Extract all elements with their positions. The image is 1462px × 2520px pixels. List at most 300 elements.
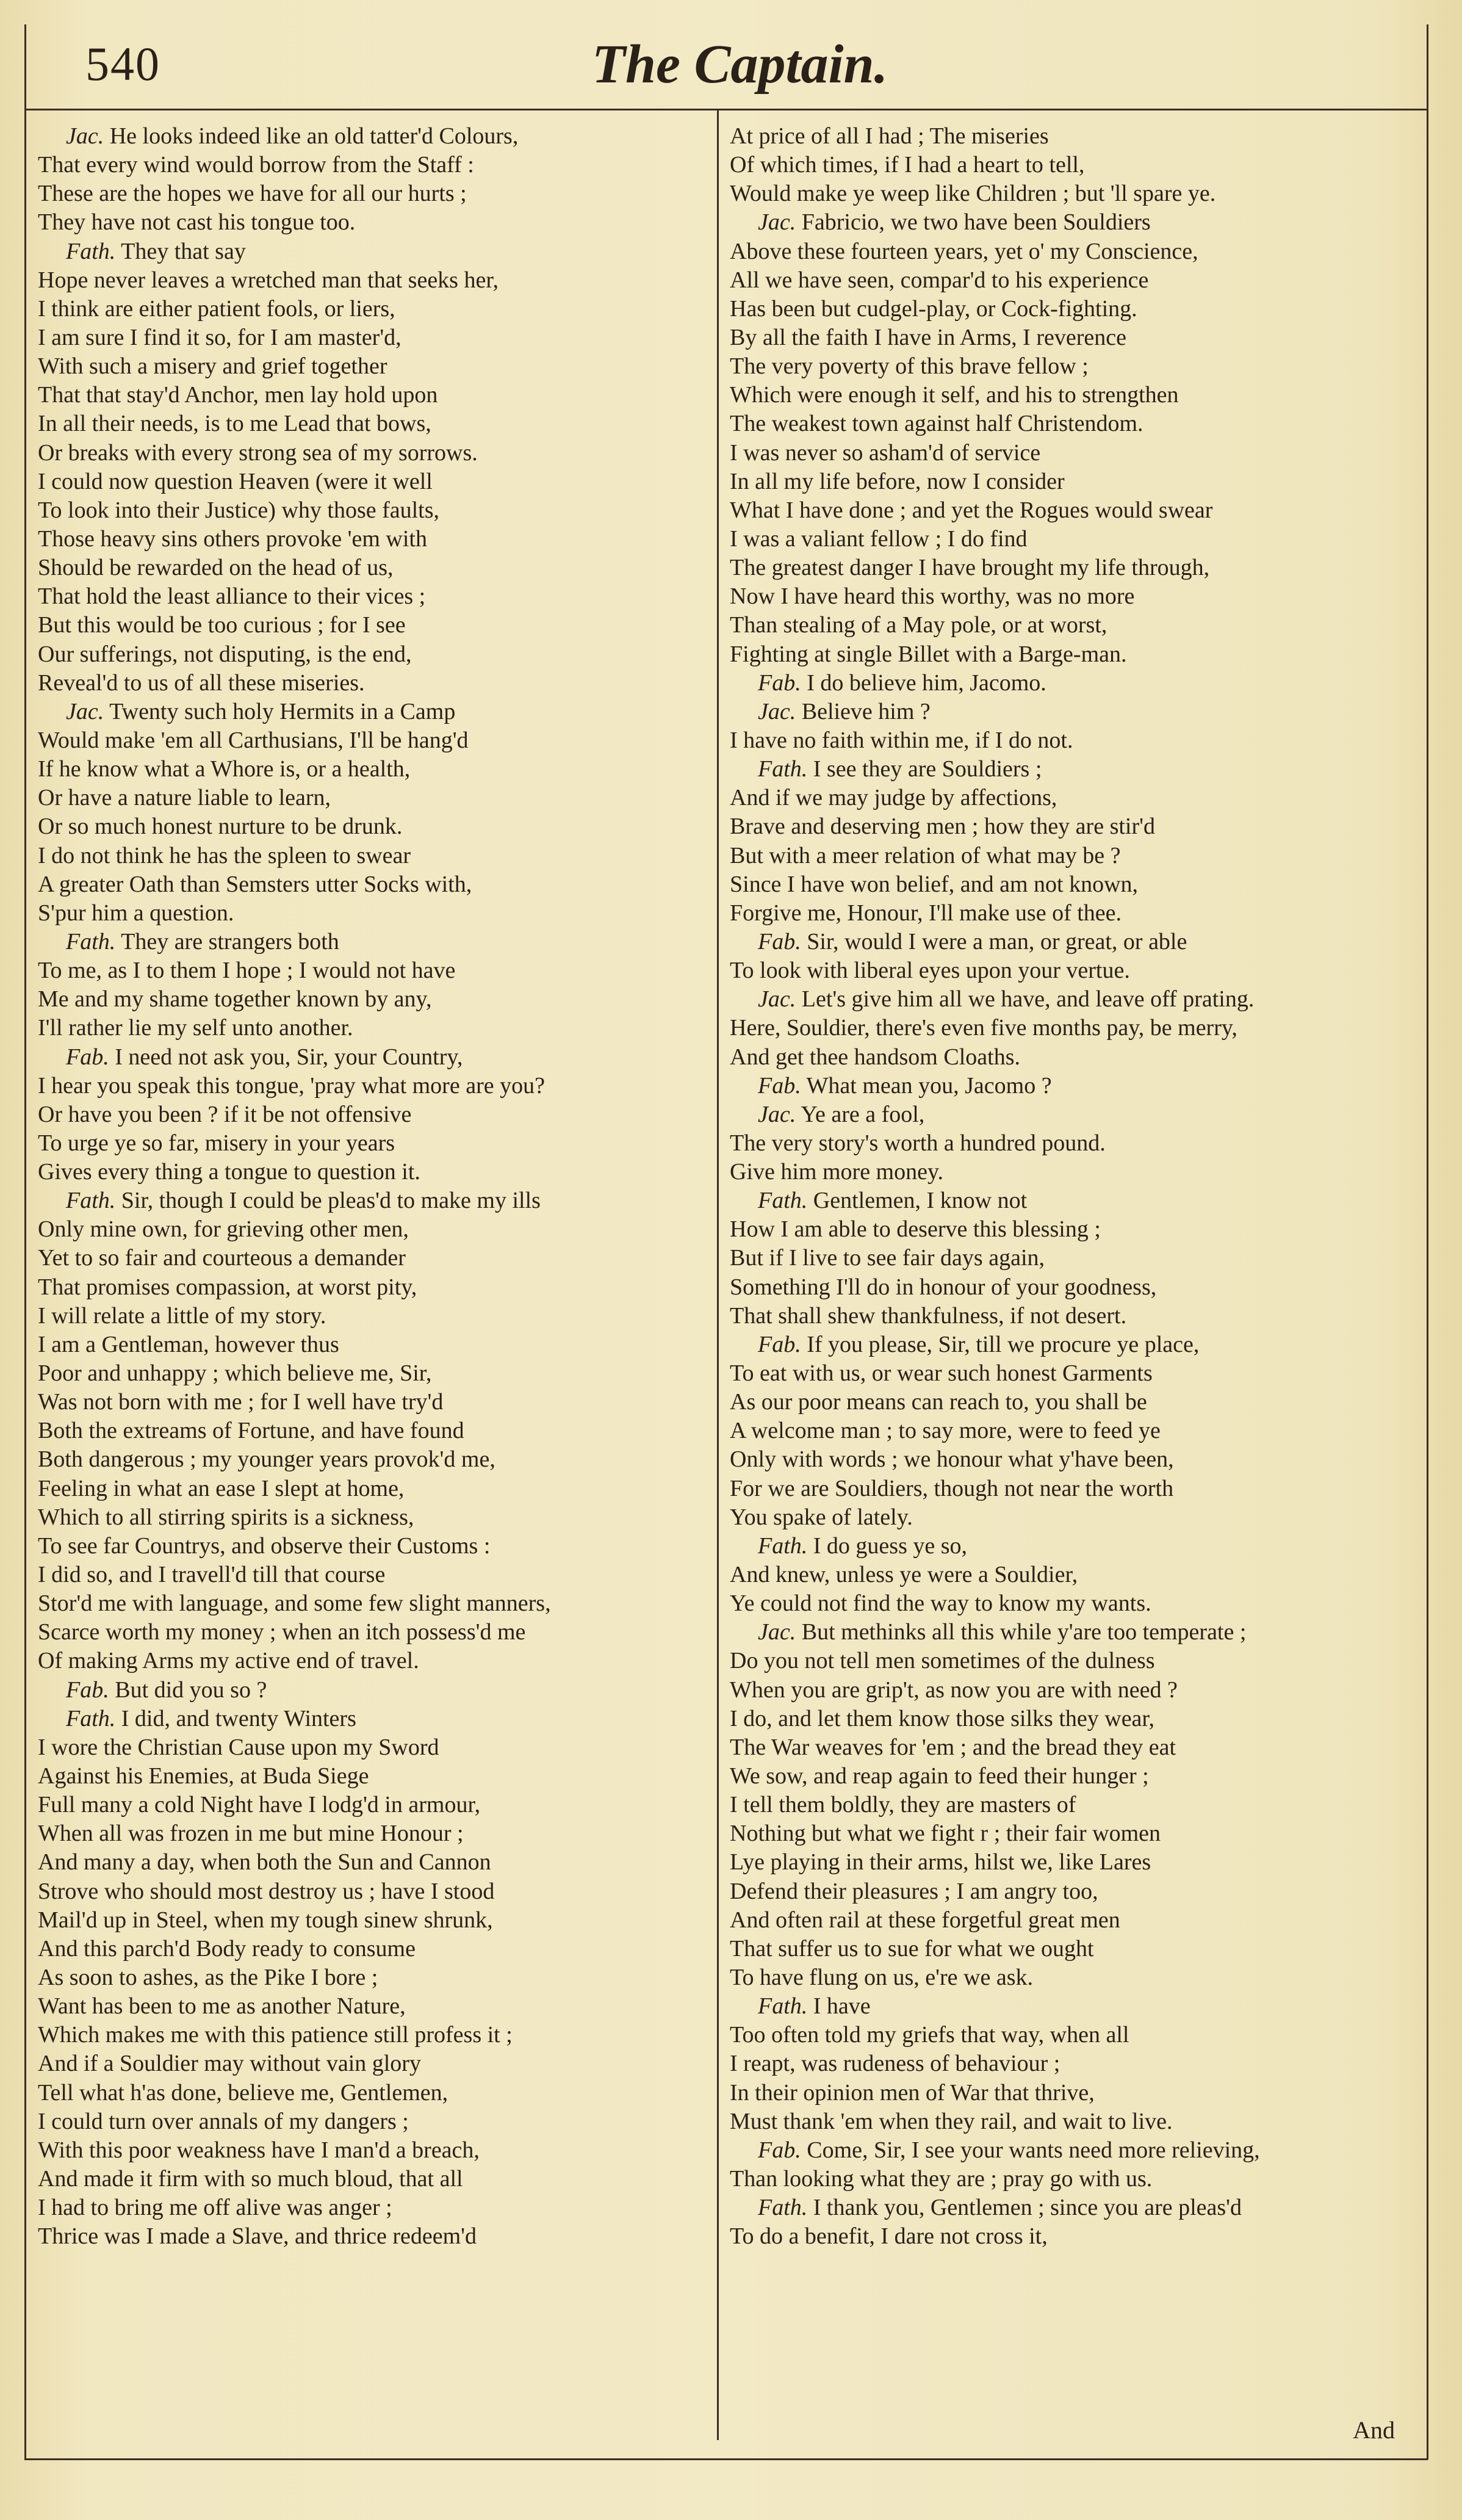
text-line bbox=[730, 1359, 1413, 1388]
text-line bbox=[730, 208, 1413, 237]
line-text: Let's give him all we have, and leave off prating. bbox=[801, 986, 1255, 1013]
text-line bbox=[730, 2222, 1413, 2251]
line-text: In all their needs, is to me Lead that bows, bbox=[38, 411, 431, 437]
line-text: I think are either patient fools, or liers, bbox=[38, 295, 395, 322]
text-line bbox=[730, 1475, 1413, 1503]
top-rule bbox=[24, 109, 1428, 110]
line-text: The greatest danger I have brought my life through, bbox=[730, 555, 1210, 581]
text-line bbox=[730, 928, 1413, 956]
text-line bbox=[38, 755, 709, 784]
line-text: Strove who should most destroy us ; have I stood bbox=[38, 1878, 495, 1904]
text-line bbox=[38, 1647, 709, 1675]
line-text: I did so, and I travell'd till that course bbox=[38, 1562, 386, 1588]
line-text: That that stay'd Anchor, men lay hold upon bbox=[38, 382, 438, 408]
line-text: The War weaves for 'em ; and the bread they eat bbox=[730, 1734, 1176, 1760]
line-text: Something I'll do in honour of your goodness, bbox=[730, 1274, 1157, 1300]
text-line bbox=[730, 2107, 1413, 2136]
text-line bbox=[730, 1388, 1413, 1417]
line-text: He looks indeed like an old tatter'd Colours, bbox=[109, 123, 519, 149]
line-text: But if I live to see fair days again, bbox=[730, 1245, 1045, 1271]
line-text: I will relate a little of my story. bbox=[38, 1302, 326, 1329]
text-line bbox=[38, 1215, 709, 1244]
bottom-rule bbox=[24, 2458, 1428, 2460]
line-text: In all my life before, now I consider bbox=[730, 468, 1065, 494]
text-line bbox=[730, 1445, 1413, 1474]
text-line bbox=[38, 525, 709, 554]
text-line bbox=[38, 2107, 709, 2136]
text-line bbox=[730, 1302, 1413, 1330]
text-line bbox=[38, 323, 709, 352]
text-line bbox=[730, 985, 1413, 1014]
text-line bbox=[38, 1906, 709, 1935]
line-text: For we are Souldiers, though not near the worth bbox=[730, 1475, 1174, 1501]
text-line bbox=[730, 1589, 1413, 1618]
text-line bbox=[730, 2136, 1413, 2165]
catchword: And bbox=[1353, 2416, 1395, 2444]
line-text: And if we may judge by affections, bbox=[730, 785, 1057, 811]
line-text: Tell what h'as done, believe me, Gentlemen, bbox=[38, 2079, 448, 2106]
text-line bbox=[730, 1043, 1413, 1072]
line-text: With such a misery and grief together bbox=[38, 353, 387, 380]
text-line bbox=[38, 640, 709, 669]
line-text: Me and my shame together known by any, bbox=[38, 986, 432, 1013]
text-line bbox=[38, 1762, 709, 1791]
line-text: Was not born with me ; for I well have try'd bbox=[38, 1389, 444, 1415]
text-line bbox=[730, 1906, 1413, 1935]
text-line bbox=[38, 352, 709, 381]
line-text: Feeling in what an ease I slept at home, bbox=[38, 1475, 405, 1501]
text-line bbox=[38, 1848, 709, 1877]
text-line bbox=[730, 1848, 1413, 1877]
line-text: I was never so asham'd of service bbox=[730, 439, 1041, 466]
speaker-name: Fab. bbox=[758, 670, 801, 696]
text-line bbox=[730, 698, 1413, 726]
line-text: To have flung on us, e're we ask. bbox=[730, 1965, 1033, 1990]
line-text: Nothing but what we fight r ; their fair women bbox=[730, 1821, 1161, 1847]
text-line bbox=[38, 381, 709, 410]
line-text: They have not cast his tongue too. bbox=[38, 209, 356, 236]
line-text: With this poor weakness have I man'd a breach, bbox=[38, 2137, 480, 2163]
line-text: They are strangers both bbox=[121, 928, 339, 955]
line-text: Both the extreams of Fortune, and have found bbox=[38, 1418, 464, 1444]
text-line bbox=[38, 554, 709, 582]
text-line bbox=[38, 1043, 709, 1072]
speaker-name: Jac. bbox=[758, 1101, 796, 1127]
text-line bbox=[38, 1618, 709, 1647]
text-line bbox=[38, 1100, 709, 1129]
line-text: That every wind would borrow from the Staff : bbox=[38, 152, 474, 178]
line-text: I need not ask you, Sir, your Country, bbox=[115, 1044, 463, 1070]
text-line bbox=[730, 554, 1413, 582]
text-line bbox=[730, 1935, 1413, 1963]
text-line bbox=[730, 1733, 1413, 1762]
line-text: That suffer us to sue for what we ought bbox=[730, 1935, 1094, 1962]
text-line bbox=[730, 899, 1413, 928]
speaker-name: Jac. bbox=[758, 209, 796, 236]
text-line bbox=[730, 410, 1413, 438]
text-line bbox=[730, 1532, 1413, 1561]
line-text: Lye playing in their arms, hilst we, like Lares bbox=[730, 1849, 1151, 1876]
text-line bbox=[730, 2049, 1413, 2078]
line-text: I do guess ye so, bbox=[813, 1533, 968, 1559]
text-line bbox=[730, 784, 1413, 812]
line-text: And if a Souldier may without vain glory bbox=[38, 2051, 421, 2077]
line-text: I was a valiant fellow ; I do find bbox=[730, 525, 1028, 552]
line-text: In their opinion men of War that thrive, bbox=[730, 2079, 1095, 2106]
text-line bbox=[730, 1762, 1413, 1791]
line-text: Than looking what they are ; pray go with us. bbox=[730, 2165, 1153, 2192]
line-text: To urge ye so far, misery in your years bbox=[38, 1130, 395, 1156]
text-line bbox=[38, 1992, 709, 2021]
line-text: If he know what a Whore is, or a health, bbox=[38, 756, 411, 782]
speaker-name: Fab. bbox=[758, 2137, 801, 2163]
text-line bbox=[38, 1733, 709, 1762]
line-text: We sow, and reap again to feed their hunger ; bbox=[730, 1763, 1149, 1789]
line-text: Reveal'd to us of all these miseries. bbox=[38, 670, 365, 696]
text-line bbox=[730, 669, 1413, 698]
line-text: A greater Oath than Semsters utter Socks with, bbox=[38, 871, 472, 897]
text-line bbox=[730, 1100, 1413, 1129]
text-line bbox=[38, 468, 709, 496]
text-line bbox=[730, 295, 1413, 323]
line-text: Poor and unhappy ; which believe me, Sir, bbox=[38, 1360, 432, 1387]
line-text: I am sure I find it so, for I am master'd, bbox=[38, 324, 402, 350]
text-line bbox=[38, 1417, 709, 1445]
line-text: Which were enough it self, and his to strengthen bbox=[730, 382, 1179, 408]
text-line bbox=[730, 1819, 1413, 1848]
line-text: Or so much honest nurture to be drunk. bbox=[38, 814, 403, 840]
text-line bbox=[38, 1244, 709, 1273]
text-line bbox=[38, 1072, 709, 1100]
text-line bbox=[38, 295, 709, 323]
speaker-name: Fab. bbox=[758, 1331, 801, 1357]
line-text: The very poverty of this brave fellow ; bbox=[730, 353, 1089, 380]
text-line bbox=[730, 1647, 1413, 1675]
text-line bbox=[38, 698, 709, 726]
text-line bbox=[730, 525, 1413, 554]
text-line bbox=[38, 1388, 709, 1417]
speaker-name: Jac. bbox=[758, 986, 796, 1013]
line-text: Against his Enemies, at Buda Siege bbox=[38, 1763, 369, 1789]
line-text: To look into their Justice) why those faults, bbox=[38, 497, 440, 523]
speaker-name: Fath. bbox=[66, 238, 116, 264]
speaker-name: Fath. bbox=[66, 1705, 116, 1731]
line-text: And often rail at these forgetful great men bbox=[730, 1907, 1120, 1933]
running-title: The Captain. bbox=[592, 34, 888, 95]
line-text: I have bbox=[813, 1993, 871, 2020]
text-line bbox=[38, 1475, 709, 1503]
line-text: Come, Sir, I see your wants need more relieving, bbox=[807, 2137, 1260, 2163]
left-border bbox=[24, 24, 26, 2460]
line-text: When all was frozen in me but mine Honour ; bbox=[38, 1821, 464, 1847]
line-text: I have no faith within me, if I do not. bbox=[730, 727, 1073, 753]
text-line bbox=[38, 1935, 709, 1963]
text-line bbox=[38, 1561, 709, 1589]
text-line bbox=[730, 1561, 1413, 1589]
line-text: Gentlemen, I know not bbox=[813, 1188, 1028, 1214]
line-text: Defend their pleasures ; I am angry too, bbox=[730, 1878, 1098, 1904]
text-line bbox=[38, 1330, 709, 1359]
text-line bbox=[730, 1503, 1413, 1532]
line-text: What mean you, Jacomo ? bbox=[806, 1072, 1052, 1099]
line-text: Scarce worth my money ; when an itch possess'd me bbox=[38, 1619, 526, 1645]
text-line bbox=[730, 1158, 1413, 1186]
text-line bbox=[730, 496, 1413, 525]
line-text: I did, and twenty Winters bbox=[121, 1705, 356, 1731]
text-line bbox=[730, 1273, 1413, 1302]
text-line bbox=[730, 1791, 1413, 1819]
line-text: You spake of lately. bbox=[730, 1504, 913, 1530]
text-line bbox=[38, 928, 709, 956]
text-line bbox=[38, 439, 709, 468]
line-text: Now I have heard this worthy, was no more bbox=[730, 583, 1135, 610]
speaker-name: Fath. bbox=[758, 1188, 808, 1214]
speaker-name: Fab. bbox=[758, 928, 801, 955]
line-text: Our sufferings, not disputing, is the end, bbox=[38, 641, 412, 667]
line-text: Which to all stirring spirits is a sickness, bbox=[38, 1504, 414, 1530]
text-line bbox=[38, 1963, 709, 1992]
line-text: Only mine own, for grieving other men, bbox=[38, 1216, 409, 1243]
speaker-name: Fath. bbox=[758, 1533, 808, 1559]
line-text: By all the faith I have in Arms, I reverence bbox=[730, 324, 1126, 350]
text-line bbox=[38, 1705, 709, 1733]
line-text: I see they are Souldiers ; bbox=[813, 756, 1042, 782]
line-text: The weakest town against half Christendom. bbox=[730, 411, 1143, 437]
line-text: I could now question Heaven (were it well bbox=[38, 468, 433, 494]
text-line bbox=[38, 956, 709, 985]
line-text: I do believe him, Jacomo. bbox=[807, 670, 1046, 696]
text-line bbox=[730, 1992, 1413, 2021]
text-line bbox=[730, 1129, 1413, 1158]
line-text: To see far Countrys, and observe their Customs : bbox=[38, 1533, 491, 1559]
line-text: Fighting at single Billet with a Barge-man. bbox=[730, 641, 1127, 667]
line-text: Would make 'em all Carthusians, I'll be hang'd bbox=[38, 727, 469, 753]
line-text: Give him more money. bbox=[730, 1159, 944, 1185]
text-line bbox=[38, 1877, 709, 1906]
text-line bbox=[38, 784, 709, 812]
text-line bbox=[730, 640, 1413, 669]
right-text-column bbox=[730, 122, 1413, 2251]
line-text: And many a day, when both the Sun and Cannon bbox=[38, 1849, 491, 1876]
text-line bbox=[730, 842, 1413, 870]
line-text: Mail'd up in Steel, when my tough sinew shrunk, bbox=[38, 1907, 493, 1933]
line-text: Twenty such holy Hermits in a Camp bbox=[109, 698, 456, 724]
line-text: Or breaks with every strong sea of my sorrows. bbox=[38, 439, 478, 466]
line-text: Here, Souldier, there's even five months pay, be merry, bbox=[730, 1015, 1237, 1041]
line-text: Of making Arms my active end of travel. bbox=[38, 1648, 419, 1674]
text-line bbox=[38, 870, 709, 899]
text-line bbox=[38, 237, 709, 266]
speaker-name: Fath. bbox=[66, 1188, 116, 1214]
line-text: And knew, unless ye were a Souldier, bbox=[730, 1562, 1078, 1588]
speaker-name: Jac. bbox=[758, 698, 796, 724]
line-text: Both dangerous ; my younger years provok'd me, bbox=[38, 1446, 495, 1473]
line-text: Has been but cudgel-play, or Cock-fighting. bbox=[730, 295, 1137, 322]
line-text: A welcome man ; to say more, were to feed ye bbox=[730, 1418, 1161, 1444]
text-line bbox=[730, 323, 1413, 352]
line-text: And get thee handsom Cloaths. bbox=[730, 1044, 1020, 1070]
line-text: To look with liberal eyes upon your vertue. bbox=[730, 958, 1130, 984]
line-text: Than stealing of a May pole, or at worst, bbox=[730, 612, 1107, 638]
line-text: Or have you been ? if it be not offensive bbox=[38, 1101, 412, 1127]
line-text: And this parch'd Body ready to consume bbox=[38, 1935, 416, 1962]
text-line bbox=[730, 1963, 1413, 1992]
line-text: These are the hopes we have for all our hurts ; bbox=[38, 181, 467, 207]
line-text: That hold the least alliance to their vices ; bbox=[38, 583, 426, 610]
line-text: As our poor means can reach to, you shall be bbox=[730, 1389, 1147, 1415]
text-line bbox=[730, 2079, 1413, 2107]
line-text: Ye could not find the way to know my wants. bbox=[730, 1590, 1151, 1617]
line-text: I'll rather lie my self unto another. bbox=[38, 1015, 353, 1041]
text-line bbox=[38, 582, 709, 611]
line-text: But did you so ? bbox=[115, 1677, 267, 1703]
line-text: To me, as I to them I hope ; I would not have bbox=[38, 958, 456, 984]
line-text: Gives every thing a tongue to question it. bbox=[38, 1159, 420, 1185]
line-text: Must thank 'em when they rail, and wait to live. bbox=[730, 2108, 1173, 2134]
line-text: Would make ye weep like Children ; but 'll spare ye. bbox=[730, 181, 1216, 207]
text-line bbox=[730, 381, 1413, 410]
speaker-name: Fath. bbox=[758, 756, 808, 782]
line-text: But with a meer relation of what may be ? bbox=[730, 842, 1121, 868]
text-line bbox=[730, 611, 1413, 640]
right-border bbox=[1427, 24, 1428, 2460]
line-text: Of which times, if I had a heart to tell, bbox=[730, 152, 1085, 178]
line-text: Yet to so fair and courteous a demander bbox=[38, 1245, 406, 1271]
text-line bbox=[38, 151, 709, 179]
page-number: 540 bbox=[85, 37, 160, 90]
text-line bbox=[38, 1302, 709, 1330]
line-text: Believe him ? bbox=[801, 698, 931, 724]
text-line bbox=[730, 1215, 1413, 1244]
line-text: Sir, though I could be pleas'd to make my ills bbox=[121, 1188, 541, 1214]
text-line bbox=[38, 2136, 709, 2165]
line-text: Want has been to me as another Nature, bbox=[38, 1993, 406, 2020]
speaker-name: Fab. bbox=[66, 1044, 109, 1070]
text-line bbox=[38, 2021, 709, 2049]
text-line bbox=[730, 726, 1413, 755]
text-line bbox=[38, 1791, 709, 1819]
line-text: Ye are a fool, bbox=[801, 1101, 925, 1127]
text-line bbox=[730, 266, 1413, 295]
line-text: Do you not tell men sometimes of the dulness bbox=[730, 1648, 1155, 1674]
text-line bbox=[38, 899, 709, 928]
line-text: Too often told my griefs that way, when all bbox=[730, 2022, 1129, 2048]
line-text: I do, and let them know those silks they wear, bbox=[730, 1705, 1155, 1731]
line-text: I had to bring me off alive was anger ; bbox=[38, 2195, 392, 2221]
line-text: If you please, Sir, till we procure ye place, bbox=[807, 1331, 1200, 1357]
line-text: I could turn over annals of my dangers ; bbox=[38, 2108, 409, 2134]
line-text: How I am able to deserve this blessing ; bbox=[730, 1216, 1101, 1243]
text-line bbox=[730, 2021, 1413, 2049]
text-line bbox=[38, 2049, 709, 2078]
text-line bbox=[730, 1705, 1413, 1733]
text-line bbox=[730, 1330, 1413, 1359]
speaker-name: Fath. bbox=[758, 1993, 808, 2020]
line-text: What I have done ; and yet the Rogues would swear bbox=[730, 497, 1213, 523]
text-line bbox=[730, 956, 1413, 985]
column-divider bbox=[717, 109, 719, 2440]
text-line bbox=[730, 237, 1413, 266]
line-text: That shall shew thankfulness, if not desert. bbox=[730, 1302, 1127, 1329]
line-text: Since I have won belief, and am not known, bbox=[730, 871, 1139, 897]
line-text: And made it firm with so much bloud, that all bbox=[38, 2165, 463, 2192]
speaker-name: Jac. bbox=[66, 123, 104, 149]
line-text: All we have seen, compar'd to his experience bbox=[730, 267, 1149, 293]
text-line bbox=[730, 1618, 1413, 1647]
left-text-column bbox=[38, 122, 709, 2251]
speaker-name: Fab. bbox=[758, 1072, 801, 1099]
line-text: But this would be too curious ; for I see bbox=[38, 612, 406, 638]
text-line bbox=[38, 1186, 709, 1215]
line-text: Which makes me with this patience still profess it ; bbox=[38, 2022, 513, 2048]
line-text: As soon to ashes, as the Pike I bore ; bbox=[38, 1965, 378, 1990]
line-text: I tell them boldly, they are masters of bbox=[730, 1792, 1076, 1818]
text-line bbox=[38, 1129, 709, 1158]
text-line bbox=[730, 352, 1413, 381]
text-line bbox=[730, 439, 1413, 468]
page-header bbox=[85, 34, 1425, 104]
text-line bbox=[38, 1445, 709, 1474]
line-text: But methinks all this while y'are too temperate ; bbox=[801, 1619, 1247, 1645]
line-text: Fabricio, we two have been Souldiers bbox=[801, 209, 1151, 236]
line-text: I wore the Christian Cause upon my Sword bbox=[38, 1734, 439, 1760]
text-line bbox=[38, 985, 709, 1014]
line-text: Brave and deserving men ; how they are stir'd bbox=[730, 814, 1155, 840]
text-line bbox=[730, 1244, 1413, 1273]
line-text: Hope never leaves a wretched man that seeks her, bbox=[38, 267, 499, 293]
text-line bbox=[38, 122, 709, 151]
line-text: I thank you, Gentlemen ; since you are pleas'd bbox=[813, 2195, 1242, 2221]
line-text: Stor'd me with language, and some few slight manners, bbox=[38, 1590, 551, 1617]
text-line bbox=[730, 122, 1413, 151]
text-line bbox=[38, 2079, 709, 2107]
line-text: I am a Gentleman, however thus bbox=[38, 1331, 339, 1357]
text-line bbox=[38, 1359, 709, 1388]
text-line bbox=[730, 1072, 1413, 1100]
text-line bbox=[38, 2222, 709, 2251]
text-line bbox=[38, 812, 709, 841]
line-text: S'pur him a question. bbox=[38, 900, 234, 926]
text-line bbox=[38, 2193, 709, 2222]
text-line bbox=[38, 1158, 709, 1186]
text-line bbox=[38, 726, 709, 755]
line-text: I hear you speak this tongue, 'pray what more are you? bbox=[38, 1072, 545, 1099]
line-text: Forgive me, Honour, I'll make use of thee. bbox=[730, 900, 1122, 926]
line-text: The very story's worth a hundred pound. bbox=[730, 1130, 1106, 1156]
text-line bbox=[38, 179, 709, 208]
speaker-name: Jac. bbox=[66, 698, 104, 724]
text-line bbox=[730, 582, 1413, 611]
text-line bbox=[38, 1819, 709, 1848]
speaker-name: Fath. bbox=[66, 928, 116, 955]
line-text: They that say bbox=[121, 238, 246, 264]
line-text: I do not think he has the spleen to swear bbox=[38, 842, 411, 868]
text-line bbox=[730, 812, 1413, 841]
text-line bbox=[38, 1589, 709, 1618]
speaker-name: Fath. bbox=[758, 2195, 808, 2221]
text-line bbox=[38, 1676, 709, 1705]
text-line bbox=[730, 1877, 1413, 1906]
text-line bbox=[38, 1503, 709, 1532]
line-text: Sir, would I were a man, or great, or able bbox=[807, 928, 1187, 955]
text-line bbox=[730, 2165, 1413, 2193]
text-line bbox=[38, 1532, 709, 1561]
line-text: To do a benefit, I dare not cross it, bbox=[730, 2223, 1048, 2250]
text-line bbox=[730, 755, 1413, 784]
text-line bbox=[38, 611, 709, 640]
text-line bbox=[730, 1014, 1413, 1042]
speaker-name: Fab. bbox=[66, 1677, 109, 1703]
